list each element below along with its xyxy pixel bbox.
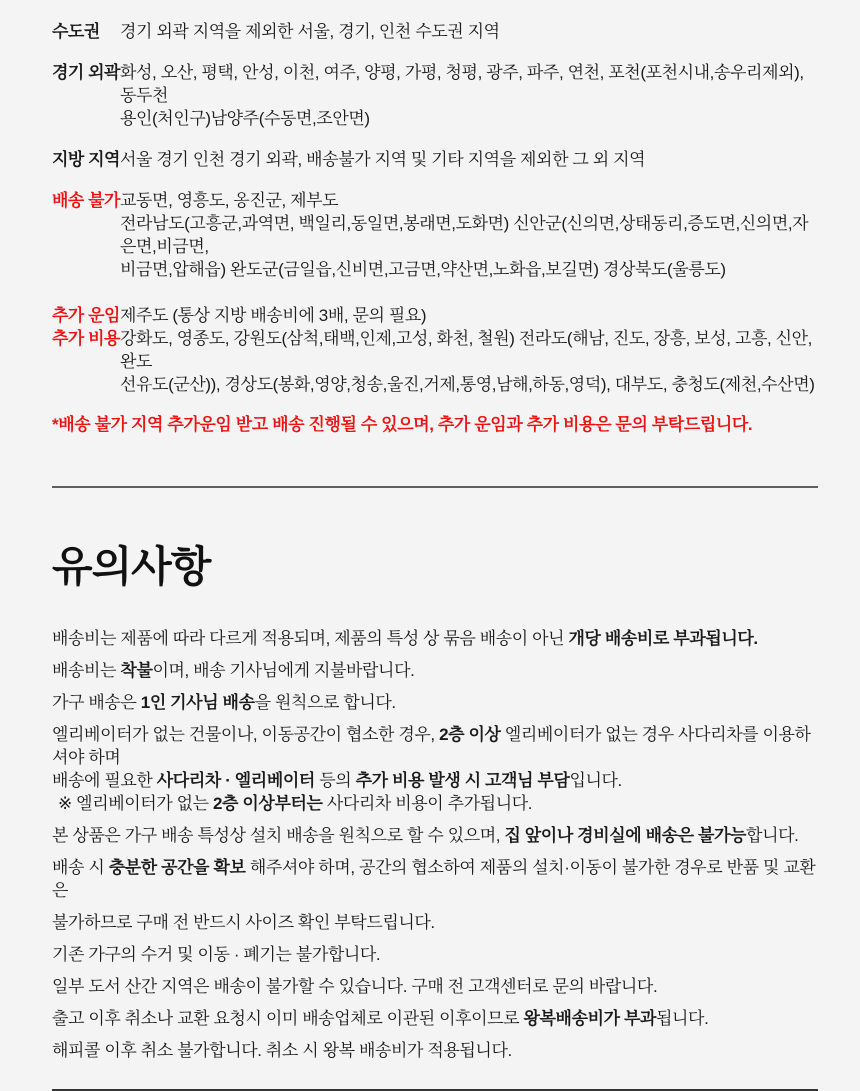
region-row — [52, 304, 818, 327]
region-content-line: 교동면, 영흥도, 옹진군, 제부도 — [120, 191, 339, 210]
region-row — [52, 61, 818, 130]
region-label: 배송 불가 — [52, 191, 120, 210]
notice-paragraph — [52, 691, 818, 714]
region-content — [120, 61, 818, 130]
region-content-line: 화성, 오산, 평택, 안성, 이천, 여주, 양평, 가평, 청평, 광주, 파주, 연천, 포천(포천시내,송우리제외), 동두천 — [120, 63, 804, 105]
shipping-warning-text: *배송 불가 지역 추가운임 받고 배송 진행될 수 있으며, 추가 운임과 추가 비용은 문의 부탁드립니다. — [52, 415, 753, 434]
region-content-line: 선유도(군산)), 경상도(봉화,영양,청송,울진,거제,통영,남해,하동,영덕), 대부도, 충청도(제천,수산면) — [120, 375, 815, 394]
notice-paragraph — [52, 856, 818, 902]
notice-paragraph — [52, 975, 818, 998]
region-label: 지방 지역 — [52, 150, 120, 169]
notice-line: 기존 가구의 수거 및 이동 · 폐기는 불가합니다. — [52, 945, 381, 964]
region-content — [120, 189, 818, 281]
notice-line: 배송비는 착불이며, 배송 기사님에게 지불바랍니다. — [52, 661, 415, 680]
notice-section-title: 유의사항 — [52, 543, 211, 590]
notice-paragraph — [52, 659, 818, 682]
notice-line: 본 상품은 가구 배송 특성상 설치 배송을 원칙으로 할 수 있으며, 집 앞이나 경비실에 배송은 불가능합니다. — [52, 826, 799, 845]
region-label: 경기 외곽 — [52, 63, 120, 82]
region-table — [52, 20, 818, 396]
region-content-line: 전라남도(고흥군,과역면, 백일리,동일면,봉래면,도화면) 신안군(신의면,상태동리,증도면,신의면,자은면,비금면, — [120, 214, 809, 256]
region-content — [120, 304, 818, 327]
notice-line: 출고 이후 취소나 교환 요청시 이미 배송업체로 이관된 이후이므로 왕복배송비가 부과됩니다. — [52, 1009, 709, 1028]
region-content-line: 비금면,압해읍) 완도군(금일읍,신비면,고금면,약산면,노화읍,보길면) 경상북도(울릉도) — [120, 260, 726, 279]
region-content-line: 서울 경기 인천 경기 외곽, 배송불가 지역 및 기타 지역을 제외한 그 외 지역 — [120, 150, 646, 169]
region-label: 추가 비용 — [52, 329, 120, 348]
region-content-line: 경기 외곽 지역을 제외한 서울, 경기, 인천 수도권 지역 — [120, 22, 500, 41]
notice-line: 엘리베이터가 없는 건물이나, 이동공간이 협소한 경우, 2층 이상 엘리베이터가 없는 경우 사다리차를 이용하셔야 하며 — [52, 725, 811, 767]
notice-line: 해피콜 이후 취소 불가합니다. 취소 시 왕복 배송비가 적용됩니다. — [52, 1041, 512, 1060]
region-row — [52, 189, 818, 281]
region-row — [52, 327, 818, 396]
notice-line: 배송 시 충분한 공간을 확보 해주셔야 하며, 공간의 협소하여 제품의 설치·이동이 불가한 경우로 반품 및 교환은 — [52, 858, 816, 900]
notice-paragraph — [52, 943, 818, 966]
notice-line: 가구 배송은 1인 기사님 배송을 원칙으로 합니다. — [52, 693, 396, 712]
section-divider-top — [52, 486, 818, 488]
notice-paragraph — [52, 1007, 818, 1030]
region-content-line: 용인(처인구)남양주(수동면,조안면) — [120, 109, 370, 128]
notice-line: ※ 엘리베이터가 없는 2층 이상부터는 사다리차 비용이 추가됩니다. — [58, 794, 533, 813]
notice-list — [52, 627, 818, 1062]
notice-paragraph — [52, 911, 818, 934]
region-content-line: 제주도 (통상 지방 배송비에 3배, 문의 필요) — [120, 306, 427, 325]
region-content-line: 강화도, 영종도, 강원도(삼척,태백,인제,고성, 화천, 철원) 전라도(해남, 진도, 장흥, 보성, 고흥, 신안, 완도 — [120, 329, 813, 371]
notice-line: 배송비는 제품에 따라 다르게 적용되며, 제품의 특성 상 묶음 배송이 아닌 개당 배송비로 부과됩니다. — [52, 629, 758, 648]
region-row — [52, 20, 818, 43]
region-content — [120, 20, 818, 43]
notice-paragraph — [52, 627, 818, 650]
region-row — [52, 148, 818, 171]
notice-line: 배송에 필요한 사다리차 · 엘리베이터 등의 추가 비용 발생 시 고객님 부담입니다. — [52, 771, 622, 790]
region-label: 수도권 — [52, 22, 100, 41]
region-content — [120, 148, 818, 171]
region-label: 추가 운임 — [52, 306, 120, 325]
notice-paragraph — [52, 723, 818, 815]
region-content — [120, 327, 818, 396]
notice-line: 불가하므로 구매 전 반드시 사이즈 확인 부탁드립니다. — [52, 913, 435, 932]
notice-paragraph — [52, 1039, 818, 1062]
notice-line: 일부 도서 산간 지역은 배송이 불가할 수 있습니다. 구매 전 고객센터로 문의 바랍니다. — [52, 977, 658, 996]
notice-paragraph — [52, 824, 818, 847]
